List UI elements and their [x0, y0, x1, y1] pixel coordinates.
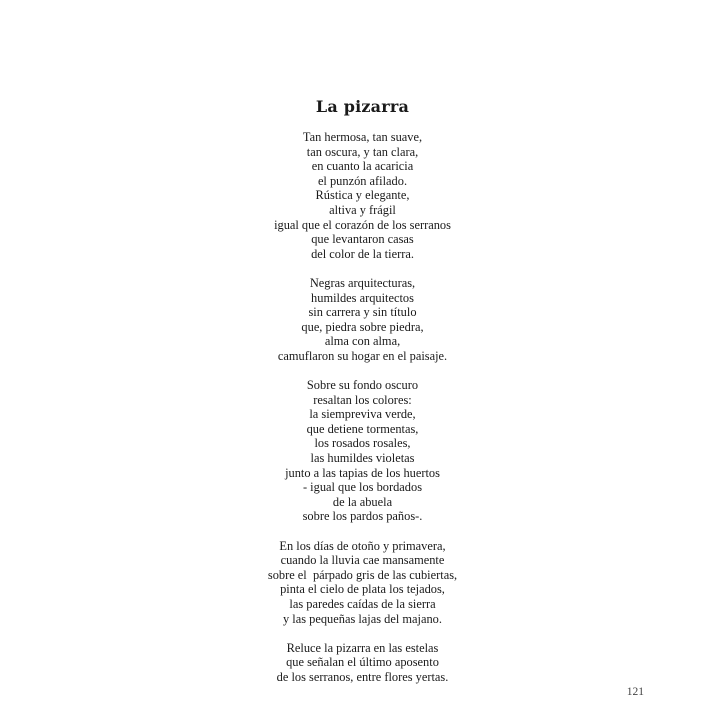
poem-title: La pizarra — [315, 97, 410, 116]
verse: cuando la lluvia cae mansamente — [280, 553, 445, 568]
verse: Reluce la pizarra en las estelas — [286, 640, 439, 655]
verse: pinta el cielo de plata los tejados, — [280, 582, 445, 597]
verse: junto a las tapias de los huertos — [285, 465, 440, 480]
verse: camuflaron su hogar en el paisaje. — [277, 348, 448, 363]
verse: tan oscura, y tan clara, — [306, 144, 419, 159]
stanza-4 — [0, 539, 725, 627]
verse: Rústica y elegante, — [315, 188, 410, 203]
stanza-1 — [0, 130, 725, 261]
verse: que levantaron casas — [311, 232, 414, 247]
stanza-5 — [0, 641, 725, 685]
verse: el punzón afilado. — [317, 173, 408, 188]
verse: que señalan el último aposento — [286, 655, 439, 670]
verse: En los días de otoño y primavera, — [279, 538, 446, 553]
verse: alma con alma, — [324, 334, 401, 349]
verse: de los serranos, entre flores yertas. — [276, 669, 449, 684]
verse: los rosados rosales, — [314, 436, 411, 451]
verse: resaltan los colores: — [313, 392, 412, 407]
verse: y las pequeñas lajas del majano. — [283, 611, 442, 626]
stanza-2 — [0, 276, 725, 364]
verse: humildes arquitectos — [311, 290, 414, 305]
verse: la siempreviva verde, — [309, 407, 416, 422]
poem-body — [0, 130, 725, 699]
verse: igual que el corazón de los serranos — [274, 217, 451, 232]
page-number: 121 — [626, 686, 644, 698]
verse: altiva y frágil — [329, 202, 396, 217]
verse: que, piedra sobre piedra, — [301, 319, 424, 334]
verse: sin carrera y sin título — [308, 305, 417, 320]
verse: que detiene tormentas, — [306, 421, 419, 436]
verse: del color de la tierra. — [311, 246, 414, 261]
verse: Tan hermosa, tan suave, — [302, 130, 423, 144]
verse: sobre los pardos paños-. — [302, 509, 423, 524]
verse: en cuanto la acaricia — [311, 159, 414, 174]
verse: Sobre su fondo oscuro — [306, 378, 419, 393]
stanza-3 — [0, 378, 725, 524]
verse: - igual que los bordados — [302, 480, 423, 495]
verse: de la abuela — [332, 494, 393, 509]
verse: sobre el párpado gris de las cubiertas, — [267, 567, 458, 582]
verse: Negras arquitecturas, — [309, 275, 416, 290]
verse: las humildes violetas — [310, 451, 415, 466]
verse: las paredes caídas de la sierra — [289, 597, 436, 611]
